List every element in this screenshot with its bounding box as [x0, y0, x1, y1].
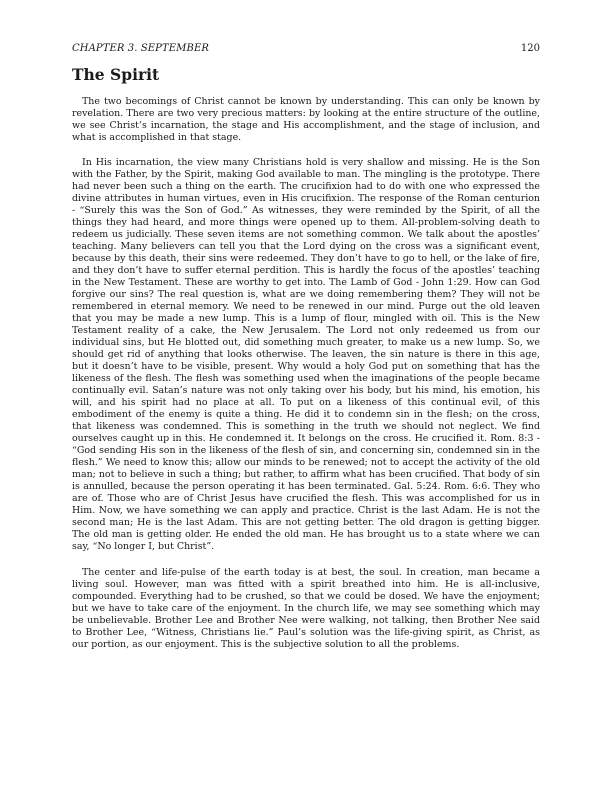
paragraph: The center and life-pulse of the earth today is at best, the soul. In creation, man became a living soul. However, man was fitted with a spirit breathed into him. He is all-inclusive, compounded. Everything had to be crushed, so that we could be dosed. We have the enjoyment; but we have to take care of the enjoyment. In the church life, we may see something which may be unbelievable. Brother Lee and Brother Nee were walking, not talking, then Brother Nee said to Brother Lee, “Witness, Christians lie.” Paul’s solution was the life-giving spirit, as Christ, as our portion, as our enjoyment. This is the subjective solution to all the problems. — [72, 567, 540, 650]
section-body — [72, 96, 540, 663]
paragraph: In His incarnation, the view many Christians hold is very shallow and missing. He is the Son with the Father, by the Spirit, making God available to man. The mingling is the prototype. There had never been such a thing on the earth. The crucifixion had to do with one who expressed the divine attributes in human virtues, even in His crucifixion. The response of the Roman centurion - “Surely this was the Son of God.” As witnesses, they were reminded by the Spirit, of all the things they had heard, and more things were opened up to them. All-problem-solving death to redeem us judicially. These seven items are not something common. We talk about the apostles’ teaching. Many believers can tell you that the Lord dying on the cross was a significant event, because by this death, their sins were redeemed. They don’t have to go to hell, or the lake of fire, and they don’t have to suffer eternal perdition. This is hardly the focus of the apostles’ teaching in the New Testament. These are worthy to get into. The Lamb of God - John 1:29. How can God forgive our sins? The real question is, what are we doing remembering them? They will not be remembered in eternal memory. We need to be renewed in our mind. Purge out the old leaven that you may be made a new lump. This is a lump of flour, mingled with oil. This is the New Testament reality of a cake, the New Jerusalem. The Lord not only redeemed us from our individual sins, but He blotted out, did something much greater, to make us a new lump. So, we should get rid of anything that looks otherwise. The leaven, the sin nature is there in this age, but it doesn’t have to be visible, present. Why would a holy God put on something that has the likeness of the flesh. The flesh was something used when the imaginations of the people became continually evil. Satan’s nature was not only taking over his body, but his mind, his emotion, his will, and his spirit had no place at all. To put on a likeness of this continual evil, of this embodiment of the enemy is quite a thing. He did it to condemn sin in the flesh; on the cross, that likeness was condemned. This is something in the truth we should not neglect. We find ourselves caught up in this. He condemned it. It belongs on the cross. He crucified it. Rom. 8:3 - “God sending His son in the likeness of the flesh of sin, and concerning sin, condemned sin in the flesh.” We need to know this; allow our minds to be renewed; not to accept the activity of the old man; not to believe in such a thing; but rather, to affirm what has been crucified. That body of sin is annulled, because the person operating it has been terminated. Gal. 5:24. Rom. 6:6. They who are of. Those who are of Christ Jesus have crucified the flesh. This was accomplished for us in Him. Now, we have something we can apply and practice. Christ is the last Adam. He is not the second man; He is the last Adam. This are not getting better. The old dragon is getting bigger. The old man is getting older. He ended the old man. He has brought us to a state where we can say, “No longer I, but Christ”. — [72, 157, 540, 552]
section-title: The Spirit — [72, 65, 160, 84]
chapter-heading: CHAPTER 3. SEPTEMBER — [72, 43, 209, 54]
page-number: 120 — [520, 43, 540, 54]
running-header — [72, 43, 540, 57]
paragraph: The two becomings of Christ cannot be known by understanding. This can only be known by revelation. There are two very precious matters: by looking at the entire structure of the outline, we see Christ’s incarnation, the stage and His accomplishment, and the stage of inclusion, and what is accomplished in that stage. — [72, 96, 540, 143]
